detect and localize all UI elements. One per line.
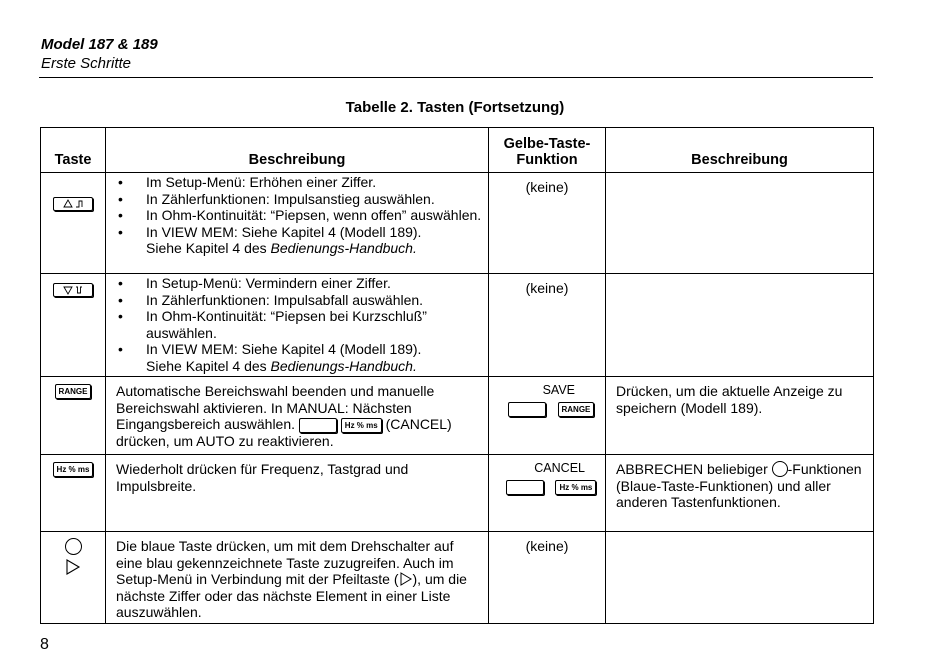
blue-circle-icon xyxy=(65,538,82,555)
manual-ref-italic: Bedienungs-Handbuch. xyxy=(270,357,417,374)
hz-percent-ms-key-icon: Hz % ms xyxy=(555,480,596,495)
blue-key-desc-text: Die blaue Taste drücken, um mit dem Drehschalter auf eine blau gekennzeichnete Taste zuzugreifen. Auch im Setup-Menü in Verbindung mit der Pfeiltaste ( xyxy=(116,538,454,587)
range-desc-cancel-text: (CANCEL) drücken, um AUTO zu reaktivieren. xyxy=(116,416,452,449)
list-item: • In Ohm-Kontinuität: “Piepsen bei Kurzschluß” auswählen. xyxy=(118,308,427,341)
key-cell xyxy=(41,274,106,377)
table-row xyxy=(41,455,874,532)
yellow-none: (keine) xyxy=(525,179,569,195)
key-cell xyxy=(41,377,106,455)
right-triangle-icon xyxy=(65,558,81,576)
yellow-key-cell xyxy=(489,377,606,455)
blue-circle-icon xyxy=(772,461,788,477)
list-item-text: In Zählerfunktionen: Impulsanstieg auswählen. xyxy=(146,190,435,207)
range-key-icon: RANGE xyxy=(55,384,92,399)
manual-ref-italic: Bedienungs-Handbuch. xyxy=(270,240,417,256)
manual-ref-text: Siehe Kapitel 4 des xyxy=(146,357,271,374)
key-combo xyxy=(493,479,601,496)
yellow-description-cell: Drücken, um die aktuelle Anzeige zu speichern (Modell 189). xyxy=(606,377,874,455)
col-header-taste: Taste xyxy=(41,128,106,173)
table-header-row xyxy=(41,128,874,173)
yellow-key-icon xyxy=(508,402,546,417)
list-item: • In Zählerfunktionen: Impulsabfall auswählen. xyxy=(118,291,424,308)
description-cell: Wiederholt drücken für Frequenz, Tastgrad und Impulsbreite. xyxy=(106,455,489,532)
range-desc-text: Automatische Bereichswahl beenden und manuelle Bereichswahl aktivieren. In MANUAL: Nächsten Eingangsbereich auswählen. xyxy=(116,383,435,432)
col-header-beschreibung: Beschreibung xyxy=(106,128,489,173)
header-model: Model 187 & 189 xyxy=(41,36,158,53)
list-item-text: In Ohm-Kontinuität: “Piepsen, wenn offen” auswählen. xyxy=(146,207,482,223)
yellow-key-icon xyxy=(506,480,544,495)
yellow-key-cell xyxy=(489,455,606,532)
key-combo xyxy=(493,401,601,418)
cancel-desc-text: ABBRECHEN beliebiger xyxy=(616,461,768,477)
list-item-text: In Ohm-Kontinuität: “Piepsen bei Kurzschluß” auswählen. xyxy=(146,308,427,341)
hz-percent-ms-key-icon: Hz % ms xyxy=(53,462,94,477)
blue-key-desc-text-2: ), um die nächste Ziffer oder das nächste Element in einer Liste auszuwählen. xyxy=(116,571,467,620)
list-item-text: In Setup-Menü: Vermindern einer Ziffer. xyxy=(146,275,391,291)
key-cell xyxy=(41,532,106,624)
hz-percent-ms-key-icon: Hz % ms xyxy=(341,418,382,433)
description-cell xyxy=(106,532,489,624)
yellow-none: (keine) xyxy=(525,538,569,554)
description-cell xyxy=(106,274,489,377)
cancel-desc-text-2: -Funktionen (Blaue-Taste-Funktionen) und aller anderen Tastenfunktionen. xyxy=(616,461,862,510)
list-item: • In Setup-Menü: Vermindern einer Ziffer. xyxy=(118,275,391,291)
header-rule xyxy=(39,77,873,78)
key-cell xyxy=(41,173,106,274)
keys-table xyxy=(40,127,874,624)
cancel-label: CANCEL xyxy=(534,461,585,475)
right-triangle-icon xyxy=(399,571,413,587)
yellow-none: (keine) xyxy=(525,280,569,296)
table-caption: Tabelle 2. Tasten (Fortsetzung) xyxy=(345,99,565,116)
list-item: • In VIEW MEM: Siehe Kapitel 4 (Modell 189). Siehe Kapitel 4 des Bedienungs-Handbuch. xyxy=(118,341,422,374)
list-item-text: In VIEW MEM: Siehe Kapitel 4 (Modell 189). xyxy=(146,223,422,240)
up-triangle-pulse-icon xyxy=(53,197,93,211)
yellow-description-cell xyxy=(606,274,874,377)
page-number: 8 xyxy=(40,636,49,653)
manual-ref-text: Siehe Kapitel 4 des xyxy=(146,240,271,256)
list-item: • Im Setup-Menü: Erhöhen einer Ziffer. xyxy=(118,174,377,190)
down-triangle-pulse-icon xyxy=(53,283,93,297)
col-header-gelbe-taste-label: Gelbe-Taste-Funktion xyxy=(503,136,591,168)
yellow-key-cell xyxy=(489,274,606,377)
header-section: Erste Schritte xyxy=(41,55,132,72)
description-cell xyxy=(106,173,489,274)
col-header-beschreibung-2: Beschreibung xyxy=(606,128,874,173)
col-header-gelbe-taste xyxy=(489,128,606,173)
yellow-key-cell xyxy=(489,532,606,624)
list-item: • In Zählerfunktionen: Impulsanstieg auswählen. xyxy=(118,190,435,207)
list-item: • In VIEW MEM: Siehe Kapitel 4 (Modell 189). Siehe Kapitel 4 des Bedienungs-Handbuch. xyxy=(118,223,422,256)
list-item: • In Ohm-Kontinuität: “Piepsen, wenn offen” auswählen. xyxy=(118,207,482,223)
yellow-description-cell xyxy=(606,455,874,532)
list-item-text: In VIEW MEM: Siehe Kapitel 4 (Modell 189). xyxy=(146,341,422,357)
yellow-description-cell xyxy=(606,173,874,274)
list-item-text: Im Setup-Menü: Erhöhen einer Ziffer. xyxy=(146,174,377,190)
description-cell xyxy=(106,377,489,455)
yellow-key-icon xyxy=(299,418,337,433)
key-cell xyxy=(41,455,106,532)
save-label: SAVE xyxy=(542,383,575,397)
table-row xyxy=(41,274,874,377)
table-row xyxy=(41,173,874,274)
yellow-description-cell xyxy=(606,532,874,624)
list-item-text: In Zählerfunktionen: Impulsabfall auswählen. xyxy=(146,291,424,308)
yellow-key-cell xyxy=(489,173,606,274)
range-key-icon: RANGE xyxy=(558,402,595,417)
table-row xyxy=(41,532,874,624)
table-row xyxy=(41,377,874,455)
